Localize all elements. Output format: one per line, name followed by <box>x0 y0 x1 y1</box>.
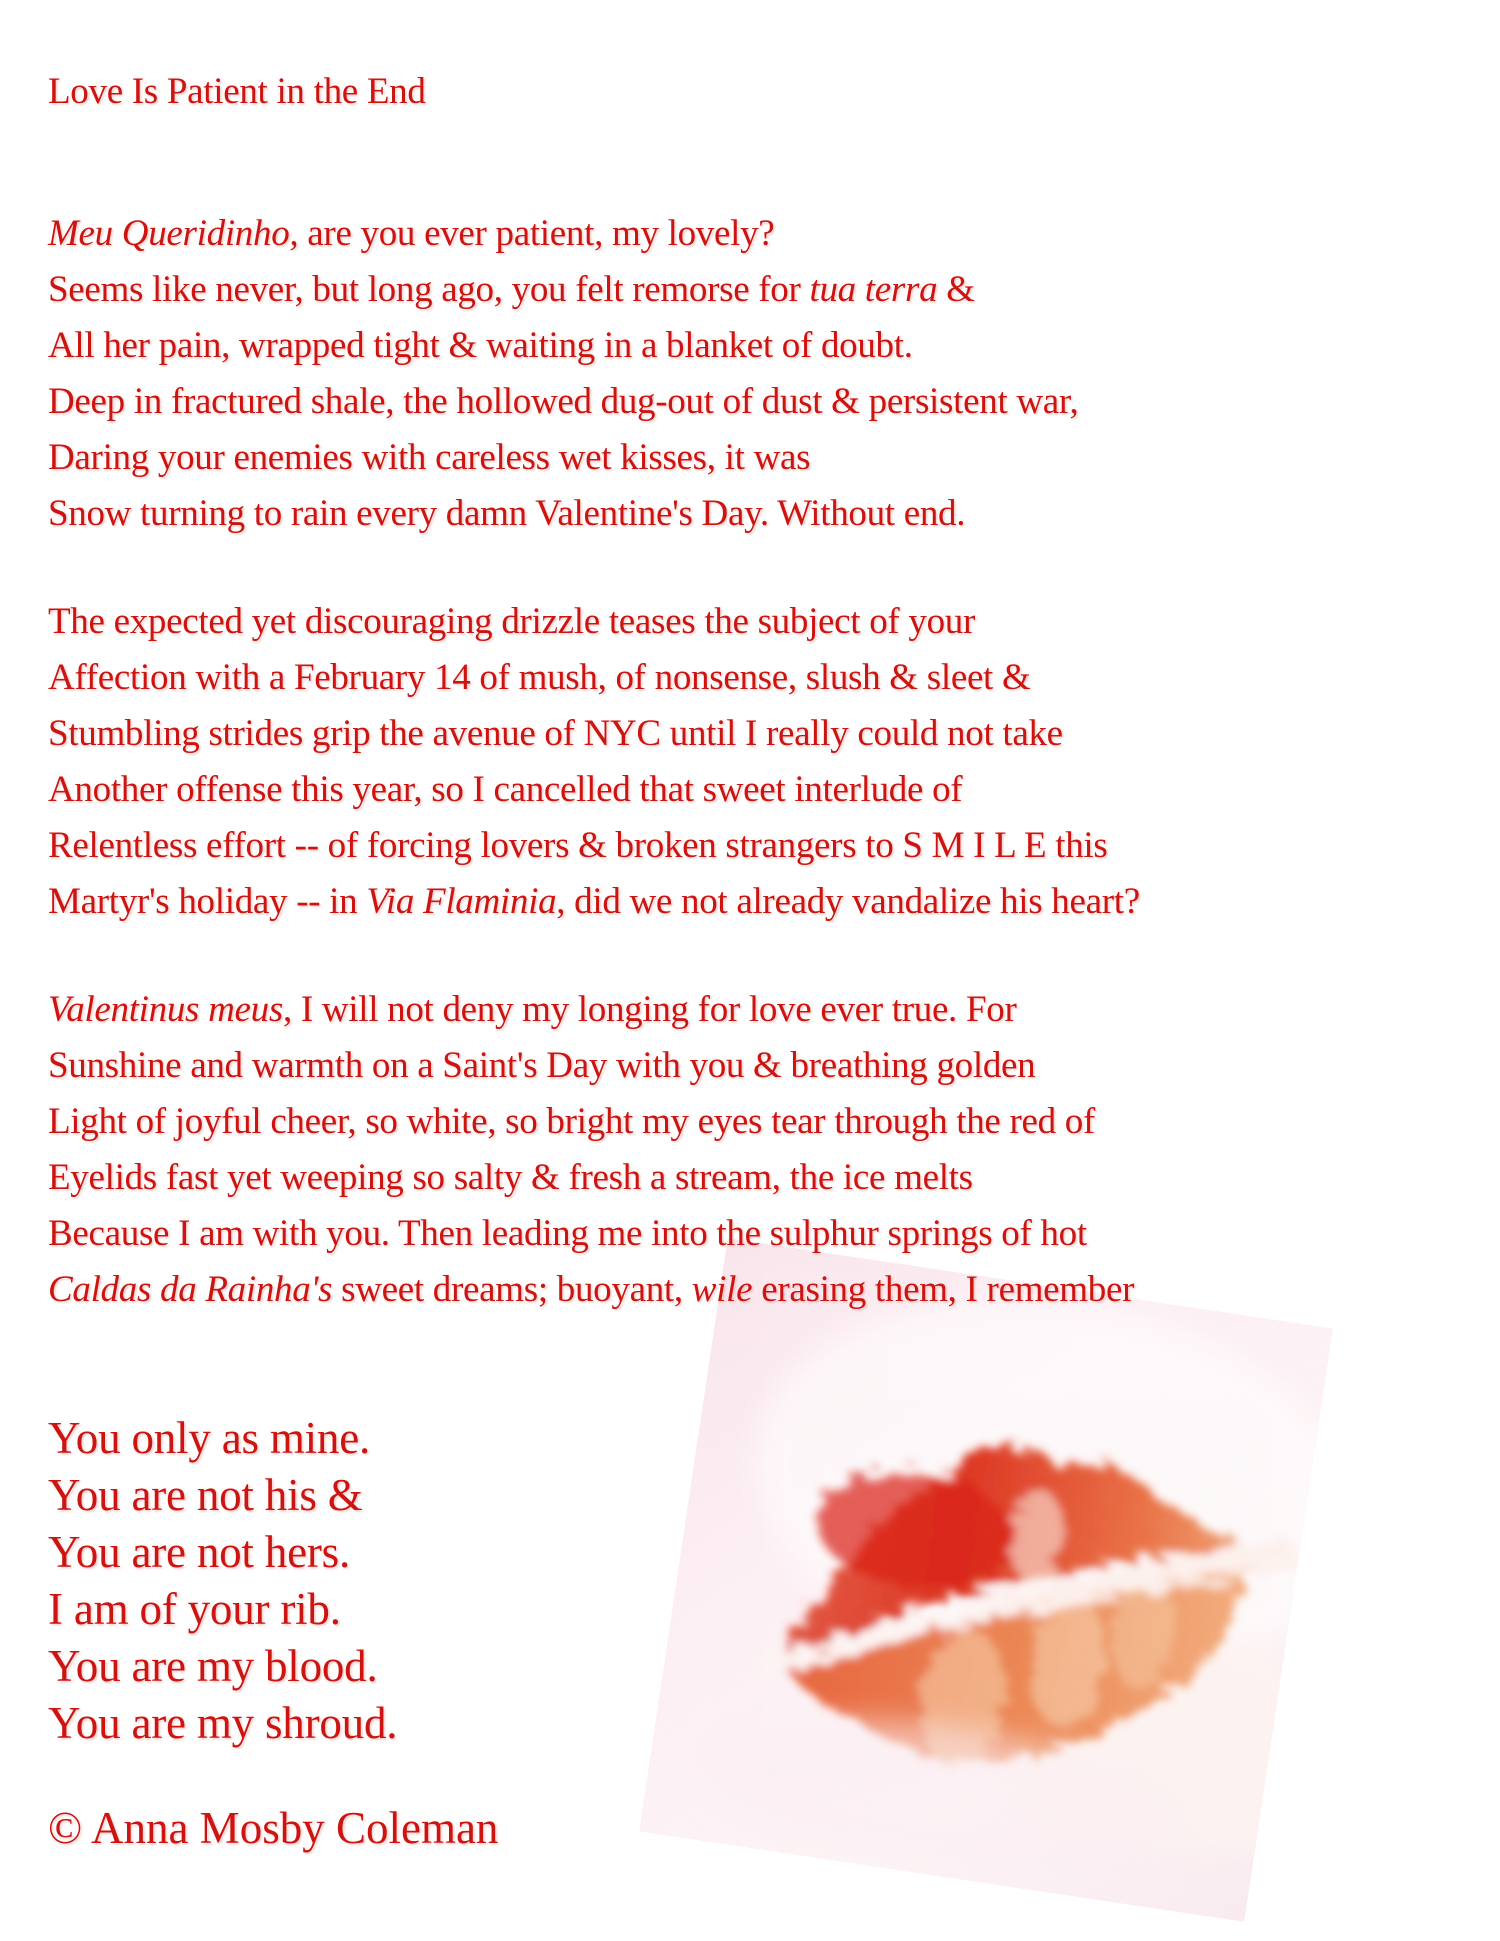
copyright-line: © Anna Mosby Coleman <box>48 1803 499 1853</box>
stanza <box>48 982 1140 1318</box>
poem-line <box>48 706 1140 762</box>
poem-line <box>48 1695 1140 1752</box>
poem-line <box>48 430 1140 486</box>
poem-line-segment: You are not hers. <box>48 1527 350 1577</box>
poem-line-segment: The expected yet discouraging drizzle teases the subject of your <box>48 601 976 642</box>
poem-line <box>48 594 1140 650</box>
stanza <box>48 206 1140 542</box>
poem-line <box>48 1206 1140 1262</box>
poem-line-segment: , did we not already vandalize his heart? <box>556 881 1140 922</box>
poem-line <box>48 762 1140 818</box>
poem-line-segment: Another offense this year, so I cancelled that sweet interlude of <box>48 769 963 810</box>
poem-line <box>48 1038 1140 1094</box>
poem-line <box>48 1410 1140 1467</box>
poem-line <box>48 262 1140 318</box>
poem-line-segment: sweet dreams; buoyant, <box>332 1269 692 1310</box>
poem-title: Love Is Patient in the End <box>48 71 426 112</box>
poem-line-segment: are you ever patient, my lovely? <box>298 213 775 254</box>
poem-line-segment: Because I am with you. Then leading me into the sulphur springs of hot <box>48 1213 1087 1254</box>
poem-line-segment: You are my shroud. <box>48 1698 398 1748</box>
poem-line-segment: Martyr's holiday -- in <box>48 881 367 922</box>
poem-line <box>48 1094 1140 1150</box>
poem-line <box>48 818 1140 874</box>
poem-line <box>48 486 1140 542</box>
poem-line <box>48 1638 1140 1695</box>
poem-line-segment: Affection with a February 14 of mush, of nonsense, slush & sleet & <box>48 657 1031 698</box>
stanza <box>48 594 1140 930</box>
poem-line-segment: , I will not deny my longing for love ever true. For <box>282 989 1017 1030</box>
poem-line-segment-italic: wile <box>691 1269 753 1310</box>
poem-line <box>48 1150 1140 1206</box>
poem-line-segment: erasing them, I remember <box>752 1269 1135 1310</box>
poem-line-segment-italic: Meu Queridinho, <box>48 213 299 254</box>
poem-line-segment: You are not his & <box>48 1470 363 1520</box>
poem-text-block <box>48 0 1140 1857</box>
poem-line-segment: You are my blood. <box>48 1641 378 1691</box>
poem-line-segment-italic: Valentinus meus <box>48 989 283 1030</box>
poem-line <box>48 1467 1140 1524</box>
poem-line-segment: Eyelids fast yet weeping so salty & fresh a stream, the ice melts <box>48 1157 973 1198</box>
poem-line-segment-italic: tua terra <box>809 269 938 310</box>
poem-line <box>48 1524 1140 1581</box>
poem-line-segment: Stumbling strides grip the avenue of NYC until I really could not take <box>48 713 1063 754</box>
poem-line-segment: & <box>937 269 975 310</box>
poem-line-segment-italic: Via Flaminia <box>366 881 557 922</box>
poem-line <box>48 1262 1140 1318</box>
poem-line <box>48 874 1140 930</box>
poem-line <box>48 318 1140 374</box>
poem-line <box>48 374 1140 430</box>
poem-line <box>48 650 1140 706</box>
poem-line-segment: Light of joyful cheer, so white, so bright my eyes tear through the red of <box>48 1101 1095 1142</box>
poem-line-segment: You only as mine. <box>48 1413 371 1463</box>
poem-line-segment: Daring your enemies with careless wet kisses, it was <box>48 437 811 478</box>
poem-line-segment: Sunshine and warmth on a Saint's Day with you & breathing golden <box>48 1045 1036 1086</box>
poem-line <box>48 982 1140 1038</box>
poem-line <box>48 206 1140 262</box>
poem-line-segment-italic: Caldas da Rainha's <box>48 1269 333 1310</box>
poem-line-segment: Relentless effort -- of forcing lovers & broken strangers to S M I L E this <box>48 825 1108 866</box>
stanza <box>48 1410 1140 1752</box>
poem-line-segment: Deep in fractured shale, the hollowed dug-out of dust & persistent war, <box>48 381 1079 422</box>
poem-line-segment: Seems like never, but long ago, you felt remorse for <box>48 269 810 310</box>
poem-line-segment: All her pain, wrapped tight & waiting in a blanket of doubt. <box>48 325 913 366</box>
stanzas-container <box>48 206 1140 1752</box>
poem-line-segment: I am of your rib. <box>48 1584 341 1634</box>
poem-line <box>48 1581 1140 1638</box>
poem-line-segment: Snow turning to rain every damn Valentine's Day. Without end. <box>48 493 966 534</box>
